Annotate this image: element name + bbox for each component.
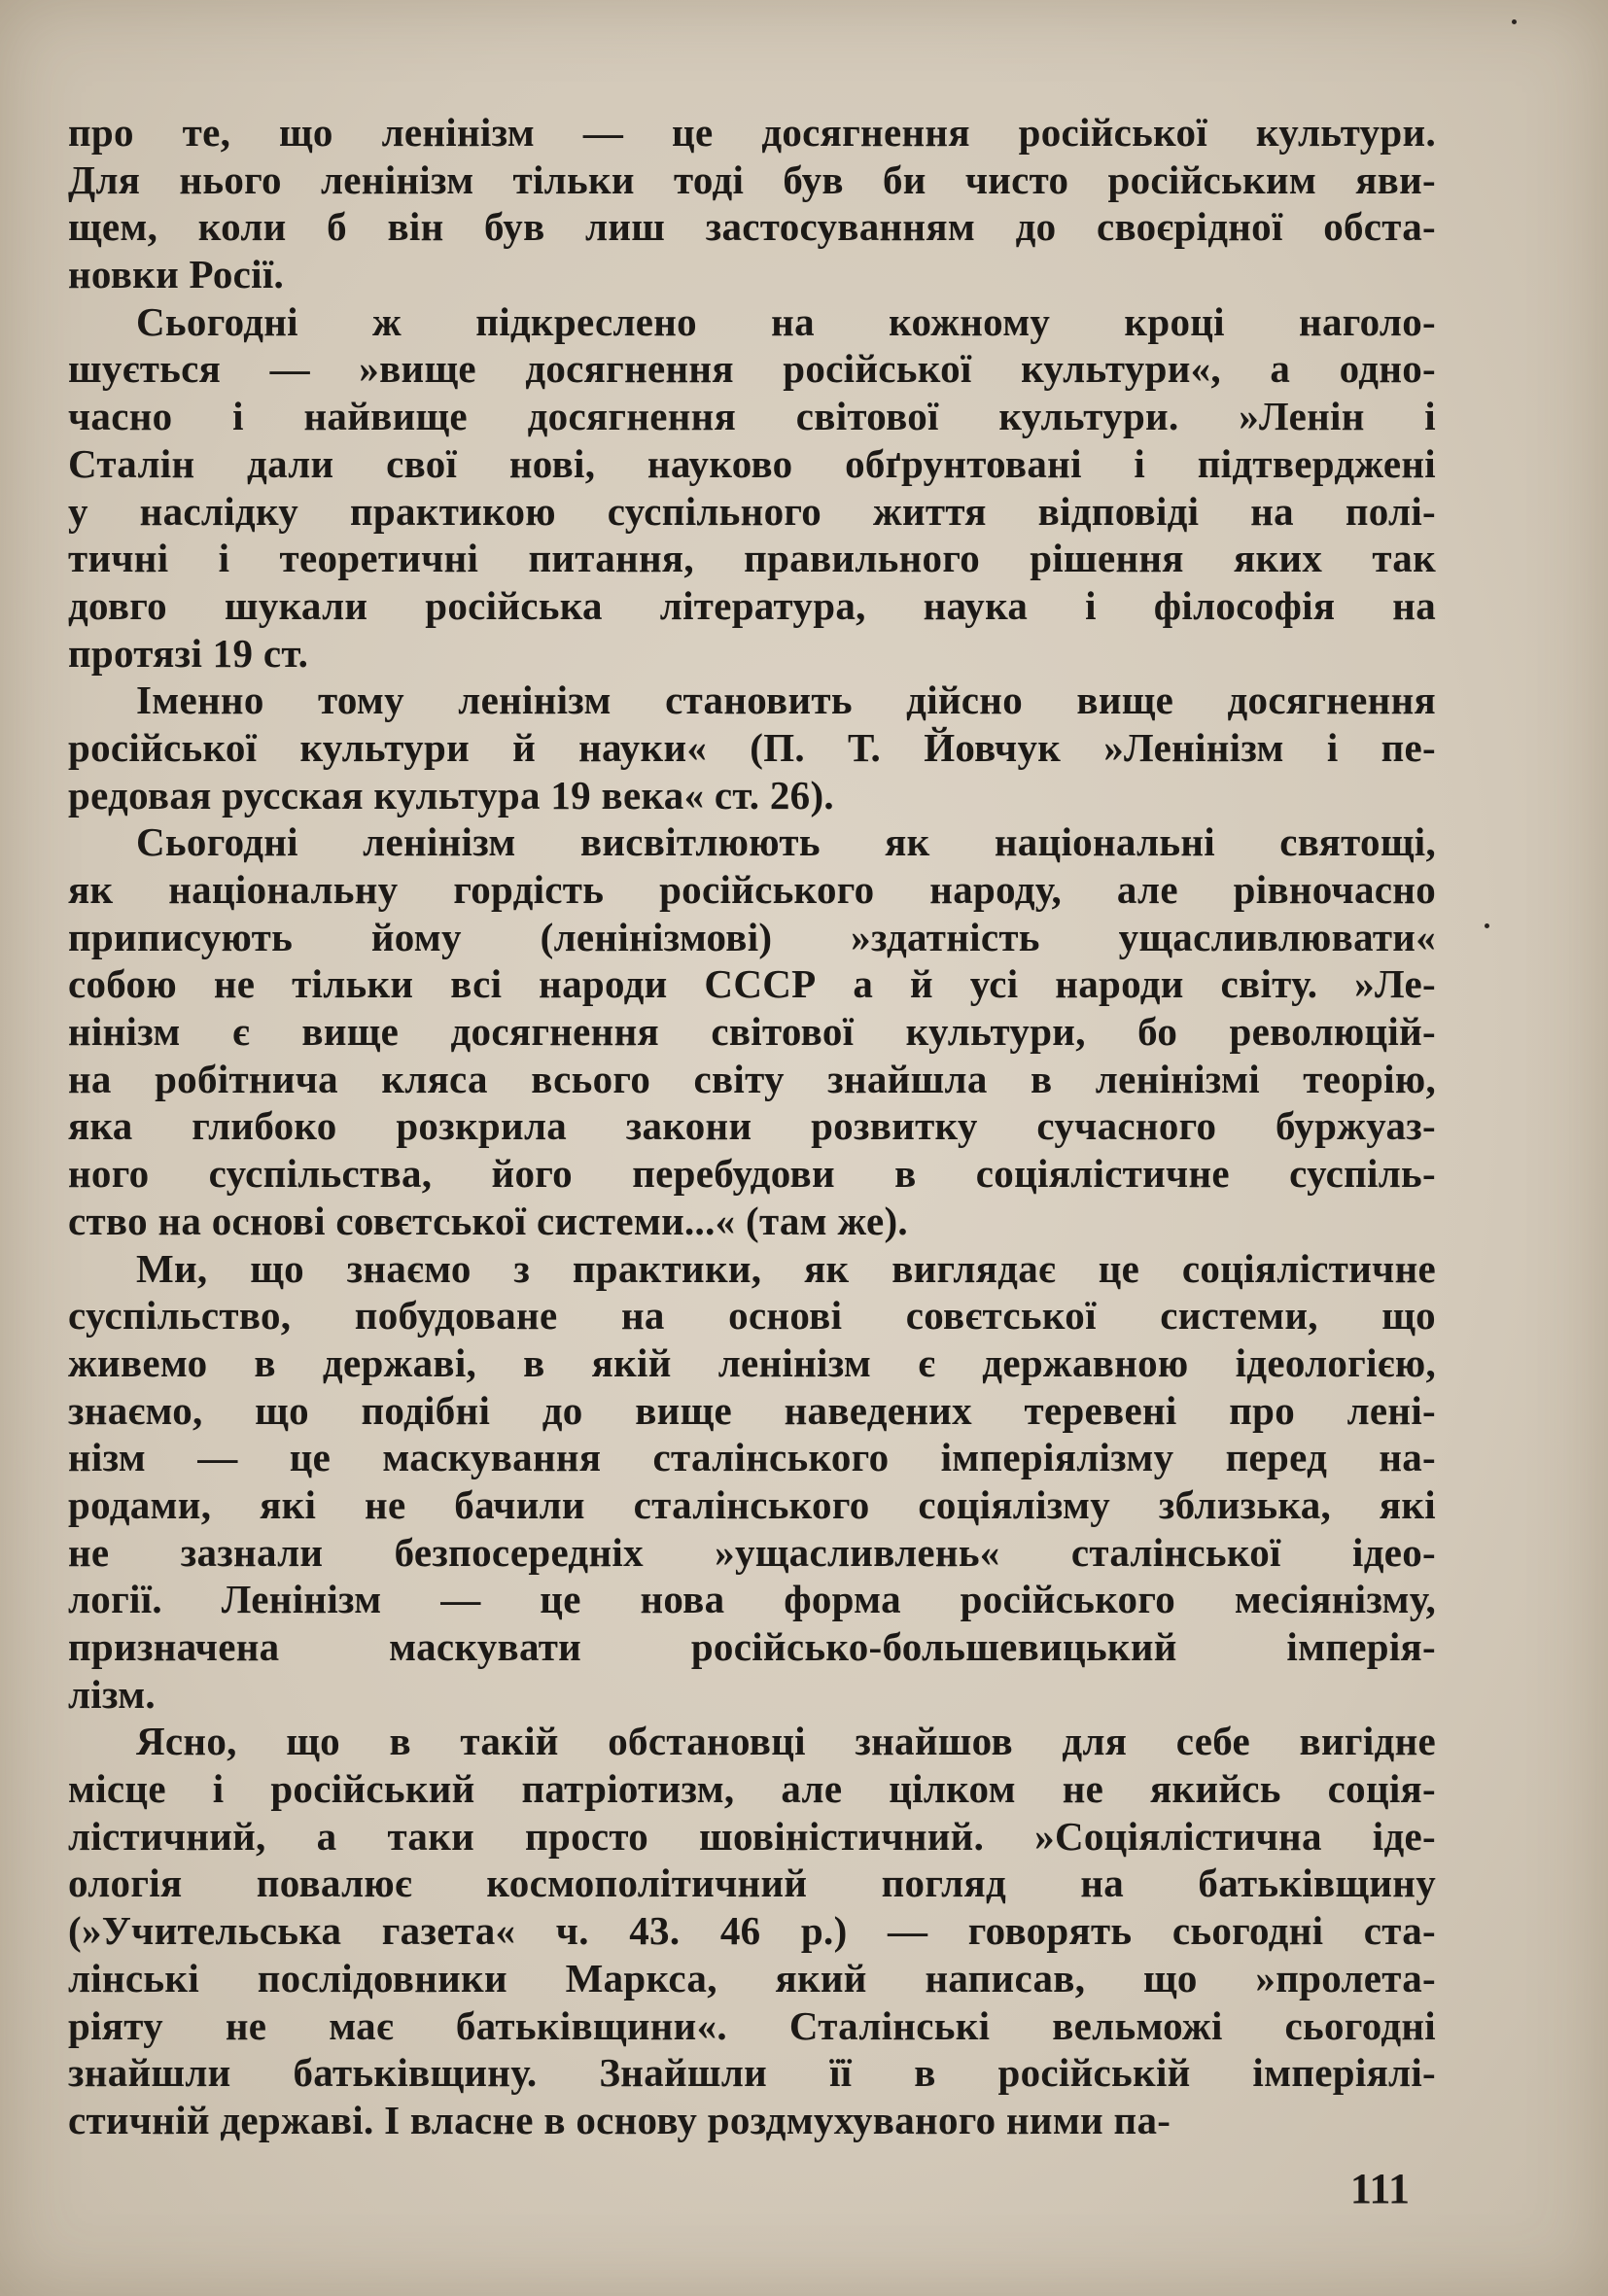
- paragraph: [68, 677, 1436, 818]
- text-line: як національну гордість російського народу, але рівночасно: [68, 867, 1436, 912]
- page-number: 111: [1349, 2165, 1410, 2212]
- paragraph: [68, 1245, 1436, 1719]
- paragraph: [68, 1718, 1436, 2143]
- text-line: суспільство, побудоване на основі совєтської системи, що: [68, 1293, 1436, 1339]
- text-line: Ясно, що в такій обстановці знайшов для себе вигідне: [136, 1719, 1436, 1764]
- text-line: Для нього ленінізм тільки тоді був би чисто російським яви-: [68, 157, 1436, 202]
- text-line: знаємо, що подібні до вище наведених теревені про лені-: [68, 1387, 1436, 1433]
- text-line: ріяту не має батьківщини«. Сталінські вельможі сьогодні: [68, 2002, 1436, 2048]
- text-line: (»Учительська газета« ч. 43. 46 р.) — говорять сьогодні ста-: [68, 1908, 1436, 1954]
- text-line: нізм — це маскування сталінського імперіялізму перед на-: [68, 1435, 1436, 1480]
- text-line: довго шукали російська література, наука і філософія на: [68, 582, 1436, 628]
- body-text: [68, 109, 1436, 2144]
- text-line: тичні і теоретичні питання, правильного рішення яких так: [68, 536, 1436, 581]
- text-line: ологія повалює космополітичний погляд на батьківщину: [68, 1861, 1436, 1906]
- text-line: собою не тільки всі народи СССР а й усі народи світу. »Ле-: [68, 961, 1436, 1007]
- text-line: ного суспільства, його перебудови в соціялістичне суспіль-: [68, 1151, 1436, 1197]
- text-line: Сьогодні ленінізм висвітлюють як національні святощі,: [136, 819, 1436, 865]
- text-line: Сьогодні ж підкреслено на кожному кроці наголо-: [136, 298, 1436, 344]
- text-line: стичній державі. І власне в основу роздмухуваного ними па-: [68, 2097, 1171, 2142]
- text-line: у наслідку практикою суспільного життя відповіді на полі-: [68, 488, 1436, 534]
- paper-speck: [1485, 923, 1489, 928]
- text-line: приписують йому (ленінізмові) »здатність ущасливлювати«: [68, 914, 1436, 959]
- text-line: Іменно тому ленінізм становить дійсно вище досягнення: [136, 678, 1436, 723]
- text-line: російської культури й науки« (П. Т. Йовчук »Ленінізм і пе-: [68, 724, 1436, 770]
- text-line: часно і найвище досягнення світової культури. »Ленін і: [68, 394, 1436, 439]
- text-line: родами, які не бачили сталінського соціялізму зблизька, які: [68, 1481, 1436, 1527]
- text-line: живемо в державі, в якій ленінізм є державною ідеологією,: [68, 1339, 1436, 1385]
- text-line: місце і російський патріотизм, але цілком не якийсь соція-: [68, 1766, 1436, 1812]
- paragraph: [68, 818, 1436, 1244]
- text-line: нінізм є вище досягнення світової культури, бо революцій-: [68, 1009, 1436, 1055]
- text-line: Ми, що знаємо з практики, як виглядає це соціялістичне: [136, 1245, 1436, 1291]
- text-line: редовая русская культура 19 века« ст. 26).: [68, 772, 834, 818]
- text-line: логії. Ленінізм — це нова форма російського месіянізму,: [68, 1577, 1436, 1622]
- text-line: лістичний, а таки просто шовіністичний. »Соціялістична іде-: [68, 1813, 1436, 1859]
- paragraph: [68, 298, 1436, 678]
- text-line: призначена маскувати російсько-большевицький імперія-: [68, 1624, 1436, 1669]
- text-line: знайшли батьківщину. Знайшли її в російській імперіялі-: [68, 2050, 1436, 2096]
- paper-speck: [1512, 19, 1517, 24]
- text-line: про те, що ленінізм — це досягнення російської культури.: [68, 110, 1436, 155]
- text-line: лізм.: [68, 1671, 156, 1717]
- text-line: лінські послідовники Маркса, який написав, що »пролета-: [68, 1955, 1436, 2000]
- text-line: новки Росії.: [68, 252, 285, 297]
- text-line: на робітнича кляса всього світу знайшла в ленінізмі теорію,: [68, 1056, 1436, 1101]
- text-line: протязі 19 ст.: [68, 630, 309, 676]
- text-line: ство на основі совєтської системи...« (там же).: [68, 1198, 908, 1243]
- paragraph: [68, 109, 1436, 298]
- text-line: Сталін дали свої нові, науково обґрунтовані і підтверджені: [68, 440, 1436, 486]
- text-line: яка глибоко розкрила закони розвитку сучасного буржуаз-: [68, 1103, 1436, 1149]
- text-line: щем, коли б він був лиш застосуванням до своєрідної обста-: [68, 204, 1436, 250]
- text-line: шується — »вище досягнення російської культури«, а одно-: [68, 346, 1436, 392]
- text-line: не зазнали безпосередніх »ущасливлень« сталінської ідео-: [68, 1529, 1436, 1575]
